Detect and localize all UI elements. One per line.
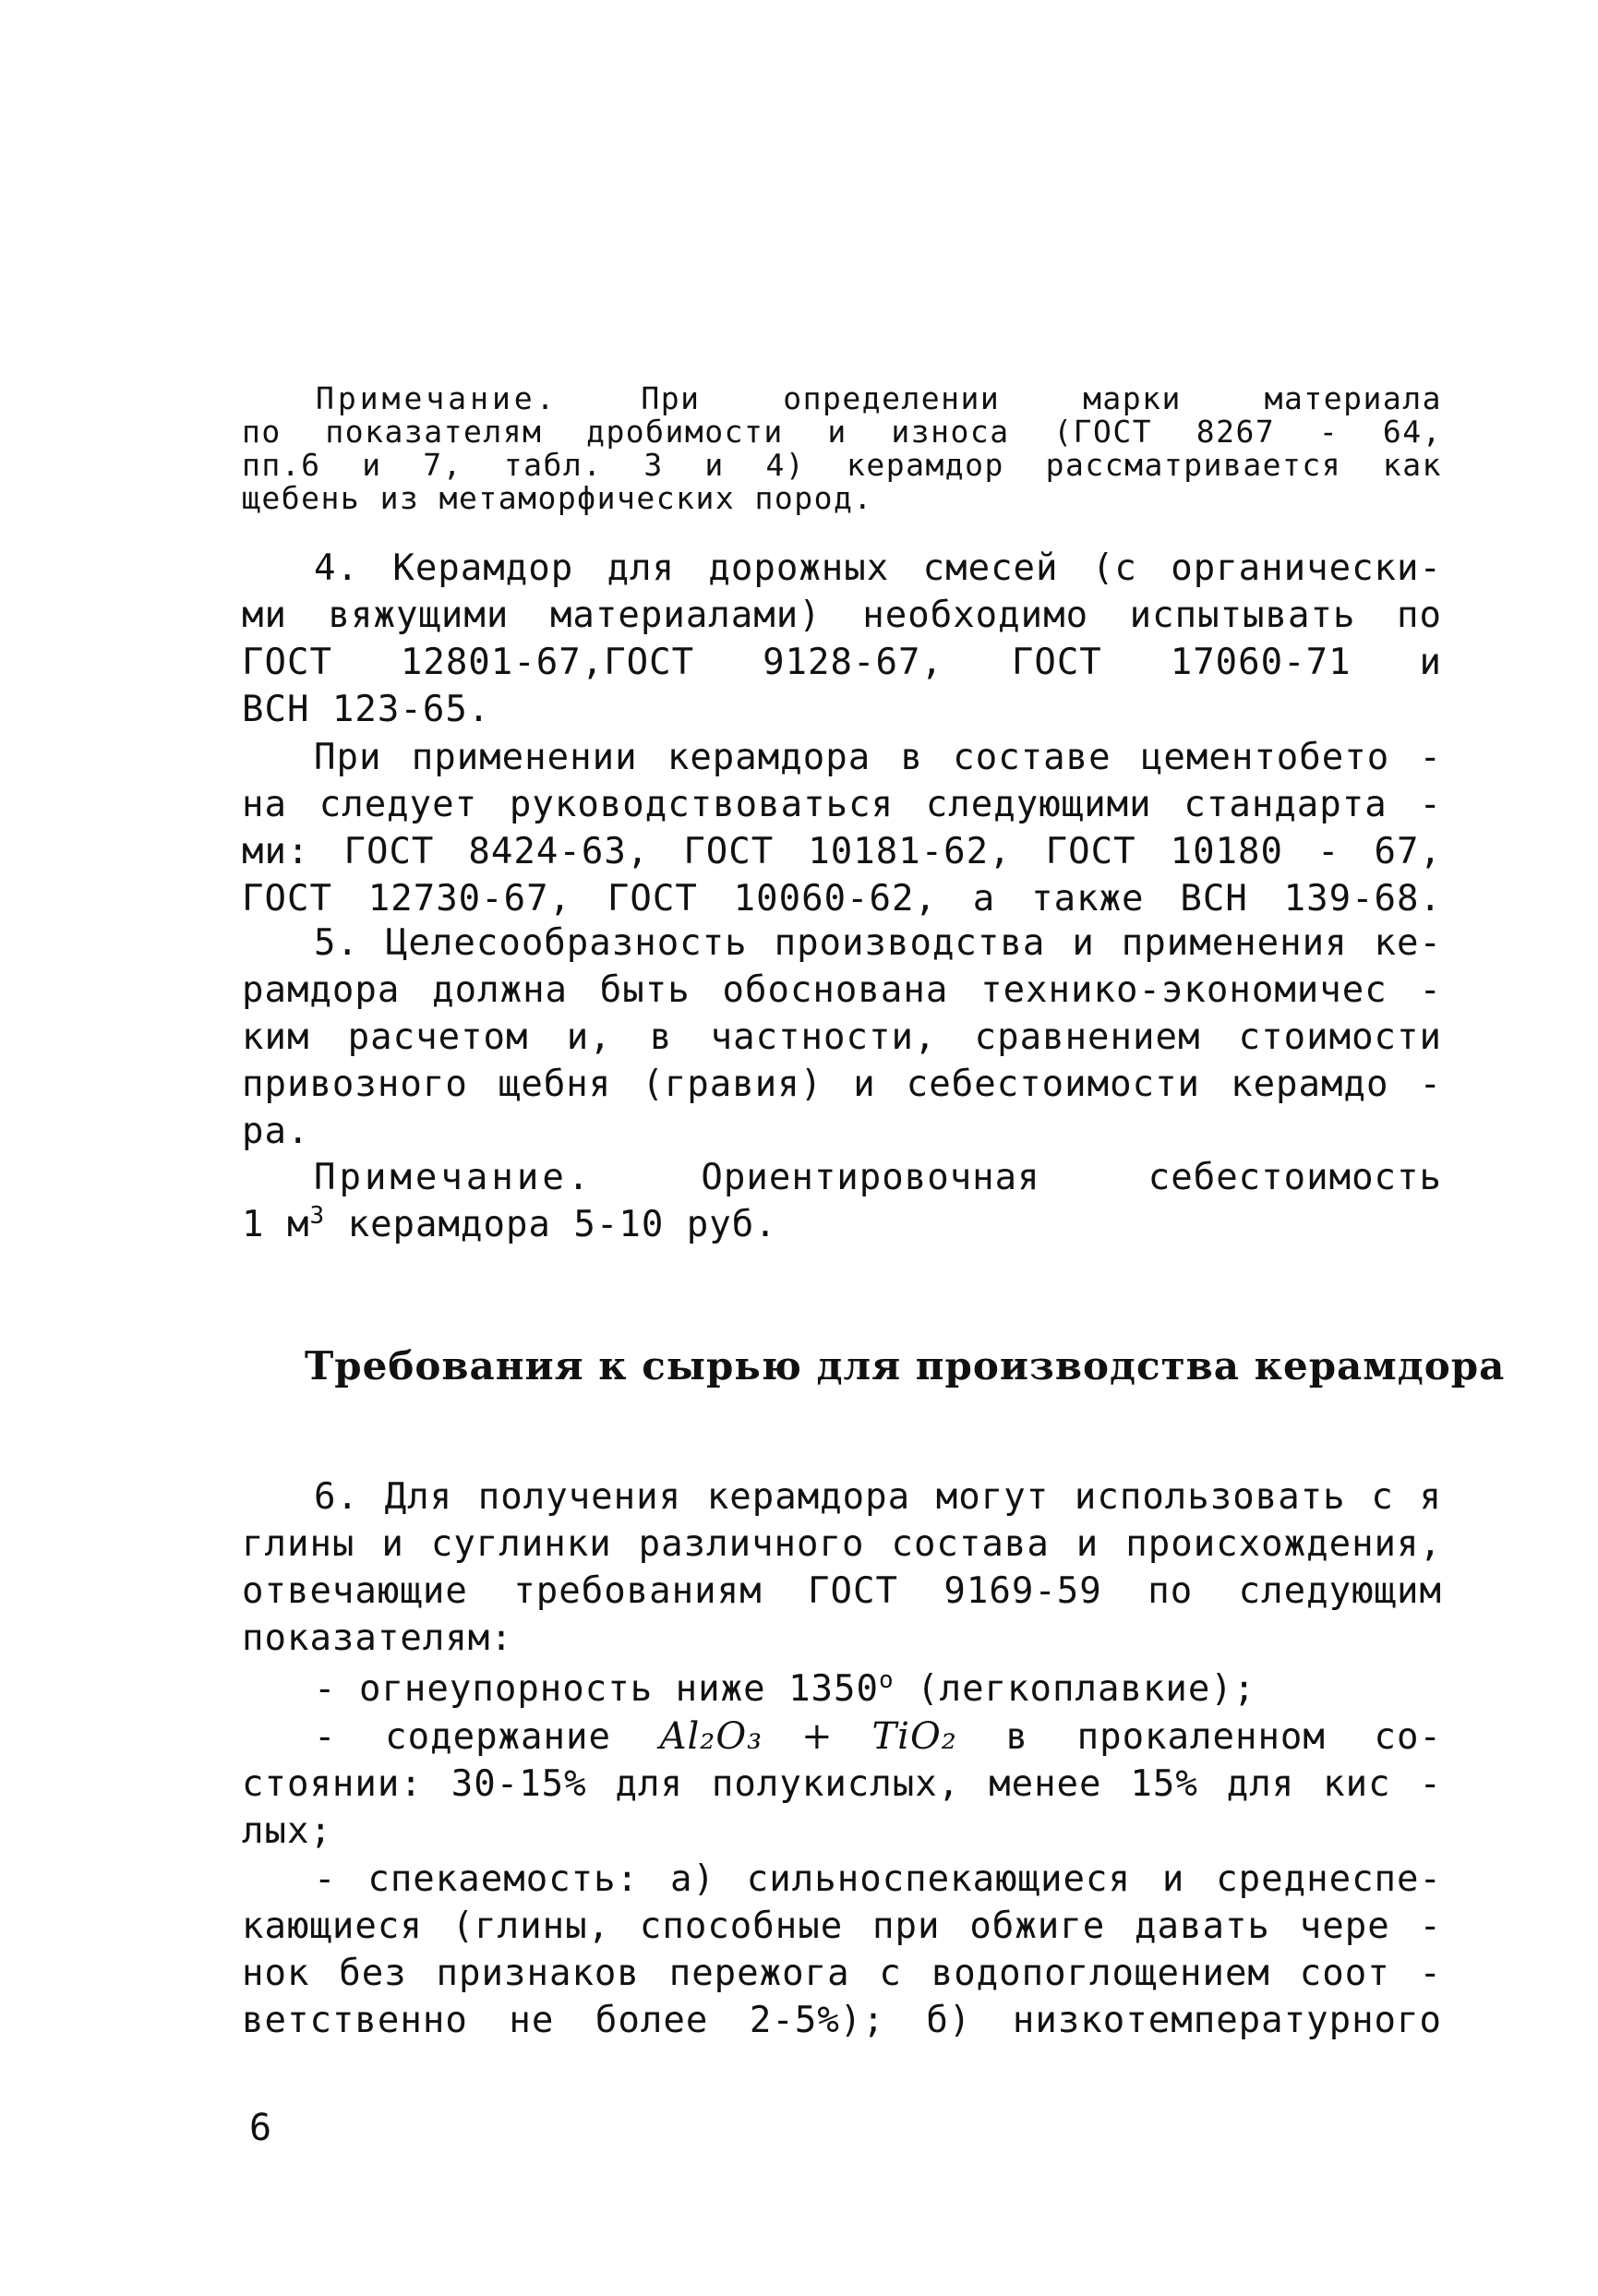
degree-sign: о bbox=[879, 1666, 895, 1694]
text-line: При применении керамдора в составе цементобето - bbox=[314, 737, 1442, 778]
note-text: Ориентировочная себестоимость bbox=[701, 1157, 1442, 1198]
bullet-text: (легкоплавкие); bbox=[917, 1668, 1256, 1710]
note-text: При определении марки материала bbox=[641, 380, 1442, 416]
text-line: ким расчетом и, в частности, сравнением стоимости bbox=[242, 1016, 1442, 1058]
text-line: ми вяжущими материалами) необходимо испытывать по bbox=[242, 595, 1442, 636]
text-line bbox=[242, 1665, 1442, 1713]
note-line: по показателям дробимости и износа (ГОСТ 8267 - 64, bbox=[242, 414, 1442, 450]
text-line: 5. Целесообразность производства и применения ке- bbox=[314, 922, 1442, 964]
text-line bbox=[242, 1713, 1442, 1761]
bullet-text: в прокаленном со- bbox=[1005, 1716, 1442, 1758]
formula-al2o3-tio2: Al₂O₃ + TiO₂ bbox=[659, 1715, 957, 1758]
text-line: глины и суглинки различного состава и происхождения, bbox=[242, 1523, 1442, 1565]
text-line: отвечающие требованиям ГОСТ 9169-59 по следующим bbox=[242, 1570, 1442, 1612]
section-heading: Требования к сырью для производства керамдора bbox=[305, 1343, 1506, 1388]
note-label: Примечание. bbox=[316, 380, 559, 416]
note-paragraph-1 bbox=[242, 382, 1442, 515]
note-paragraph-2 bbox=[242, 1154, 1442, 1248]
bullet-refractoriness bbox=[242, 1665, 1442, 1713]
text-line: ра. bbox=[242, 1111, 310, 1152]
text-line: ми: ГОСТ 8424-63, ГОСТ 10181-62, ГОСТ 10180 - 67, bbox=[242, 831, 1442, 872]
text-line: на следует руководствоваться следующими стандарта - bbox=[242, 784, 1442, 825]
note-line bbox=[242, 382, 1442, 415]
superscript: 3 bbox=[309, 1202, 326, 1230]
text-line: лых; bbox=[242, 1810, 332, 1852]
bullet-sintering bbox=[242, 1856, 1442, 2044]
bullet-text: - огнеупорность ниже 1350 bbox=[314, 1668, 879, 1710]
bullet-text: - содержание bbox=[314, 1716, 611, 1758]
note-text: 1 м bbox=[242, 1204, 310, 1245]
paragraph-cement bbox=[242, 734, 1442, 922]
text-line: ветственно не более 2-5%); б) низкотемпературного bbox=[242, 2000, 1442, 2041]
note-line: щебень из метаморфических пород. bbox=[242, 480, 873, 516]
text-line: привозного щебня (гравия) и себестоимости керамдо - bbox=[242, 1064, 1442, 1105]
text-line: 4. Керамдор для дорожных смесей (с органически- bbox=[314, 547, 1442, 589]
text-line: стоянии: 30-15% для полукислых, менее 15% для кис - bbox=[242, 1763, 1442, 1805]
text-line: ГОСТ 12801-67,ГОСТ 9128-67, ГОСТ 17060-71 и bbox=[242, 642, 1442, 683]
text-line: кающиеся (глины, способные при обжиге давать чере - bbox=[242, 1905, 1442, 1947]
page-number: 6 bbox=[249, 2107, 272, 2149]
note-line bbox=[242, 1201, 1442, 1248]
text-line: рамдора должна быть обоснована технико-экономичес - bbox=[242, 969, 1442, 1011]
text-line: ВСН 123-65. bbox=[242, 689, 491, 730]
note-label: Примечание. bbox=[314, 1157, 594, 1198]
paragraph-4 bbox=[242, 545, 1442, 733]
text-line: показателям: bbox=[242, 1617, 513, 1659]
note-text: керамдора 5-10 руб. bbox=[347, 1204, 777, 1245]
note-line: пп.6 и 7, табл. 3 и 4) керамдор рассматривается как bbox=[242, 447, 1442, 483]
paragraph-6 bbox=[242, 1473, 1442, 1662]
paragraph-5 bbox=[242, 920, 1442, 1155]
bullet-content bbox=[242, 1713, 1442, 1855]
text-line: - спекаемость: а) сильноспекающиеся и среднеспе- bbox=[314, 1858, 1442, 1900]
text-line: 6. Для получения керамдора могут использовать с я bbox=[314, 1476, 1442, 1518]
note-line bbox=[242, 1154, 1442, 1201]
text-line: нок без признаков пережога с водопоглощением соот - bbox=[242, 1953, 1442, 1994]
text-line: ГОСТ 12730-67, ГОСТ 10060-62, а также ВСН 139-68. bbox=[242, 878, 1442, 920]
